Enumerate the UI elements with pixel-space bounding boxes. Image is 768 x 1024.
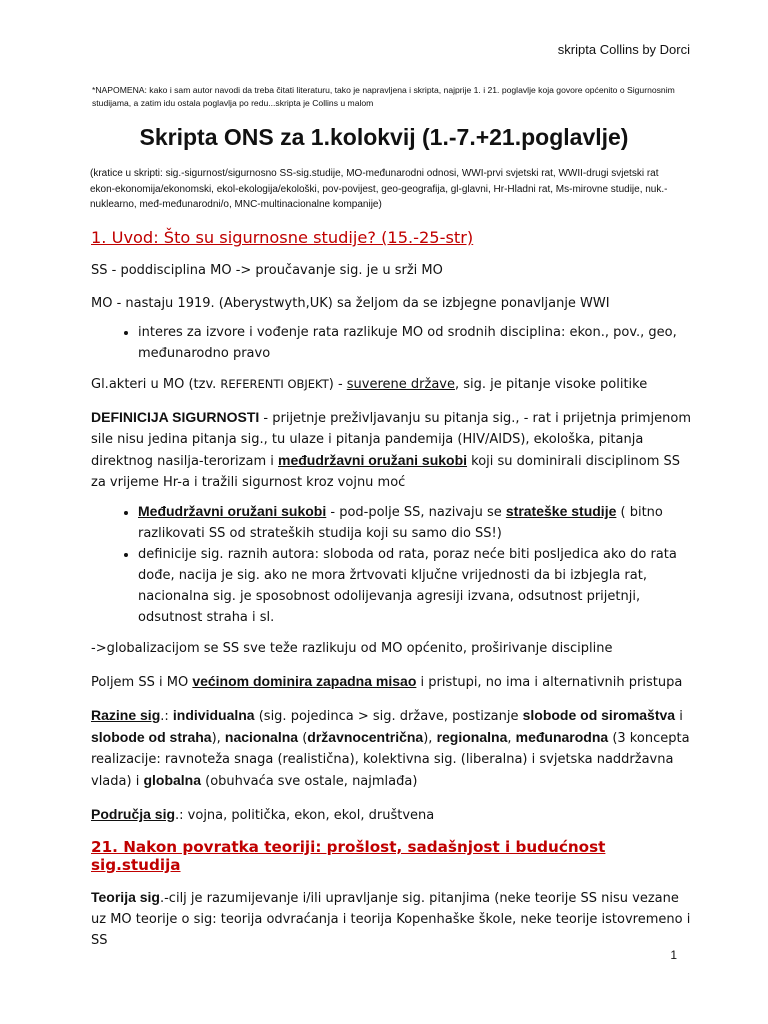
text-run: (obuhvaća sve ostale, najmlađa) [201, 774, 418, 789]
paragraph-security-areas [91, 804, 691, 826]
section-1-heading: 1. Uvod: Što su sigurnosne studije? (15.-25-str) [91, 228, 474, 247]
term-national: nacionalna [224, 729, 299, 745]
text-run: .-cilj je razumijevanje i/ili upravljanje sig. pitanjima (neke teorije SS nisu vezane uz MO teorije o sig: teorija odvraćanja i teorija Kopenhaške škole, neke teorije istovremeno i SS [91, 891, 691, 948]
term-freedom-from-poverty: slobode od siromaštva [522, 707, 676, 723]
term-security-definition: DEFINICIJA SIGURNOSTI [91, 409, 260, 425]
text-run: i pristupi, no ima i alternativnih pristupa [416, 675, 683, 690]
bullet-list-1 [91, 322, 691, 364]
bullet-mo-interest: • interes za izvore i vođenje rata razlikuje MO od srodnih disciplina: ekon., pov., geo, međunarodno pravo [138, 322, 691, 364]
bullet-author-definitions: • definicije sig. raznih autora: sloboda od rata, poraz neće biti posljedica ako do rata dođe, nacija je sig. ako ne mora žrtvovati ključne vrijednosti da bi izbjegla rat, nacionalna sig. je sposobnost odolijevanja agresiji izvana, odsutnost prijetnji, odsutnost straha i sl. [138, 544, 691, 628]
term-western-thought: većinom dominira zapadna misao [192, 673, 417, 689]
term-freedom-from-fear: slobode od straha [91, 729, 212, 745]
paragraph-western-thought [91, 671, 691, 693]
paragraph-security-levels [91, 705, 691, 792]
paragraph-main-actors [91, 374, 691, 395]
page-number: 1 [670, 948, 677, 962]
text-run: (sig. pojedinca > sig. države, postizanje [254, 709, 523, 724]
paragraph-ss-definition: SS - poddisciplina MO -> proučavanje sig. je u srži MO [91, 263, 443, 278]
text-run: - pod-polje SS, nazivaju se [326, 505, 506, 520]
paragraph-security-definition [91, 407, 691, 493]
paragraph-security-theory [91, 887, 691, 951]
term-security-theory: Teorija sig [91, 889, 160, 905]
text-run-referent: REFERENTI OBJEKT [220, 377, 329, 391]
paragraph-mo-origin: MO - nastaju 1919. (Aberystwyth,UK) sa željom da se izbjegne ponavljanje WWI [91, 296, 610, 311]
term-interstate-conflicts: međudržavni oružani sukobi [278, 452, 468, 468]
text-run: ( [298, 731, 308, 746]
text-run: ( bitno razlikovati SS od strateških studija koji su samo dio SS!) [138, 505, 663, 541]
text-run: ), [211, 731, 225, 746]
bullet-interstate-conflicts [138, 501, 691, 544]
term-interstate-conflicts: Međudržavni oružani sukobi [138, 503, 327, 519]
term-state-centric: državnocentrična [307, 729, 424, 745]
text-run: , [507, 731, 516, 746]
text-run: Poljem SS i MO [91, 675, 193, 690]
running-header: skripta Collins by Dorci [557, 42, 690, 57]
term-international: međunarodna [515, 729, 609, 745]
text-run: ), [423, 731, 437, 746]
text-run-sovereign-states: suverene države [346, 377, 455, 392]
text-run: .: [160, 709, 173, 724]
text-run: i [675, 709, 683, 724]
text-run: ) - [328, 377, 347, 392]
text-run: , sig. je pitanje visoke politike [454, 377, 648, 392]
term-security-areas: Područja sig [91, 806, 176, 822]
term-global: globalna [143, 772, 202, 788]
paragraph-globalization: ->globalizacijom se SS sve teže razlikuju od MO općenito, proširivanje discipline [91, 641, 613, 656]
section-21-heading: 21. Nakon povratka teoriji: prošlost, sadašnjost i budućnost sig.studija [91, 838, 606, 874]
main-content [91, 228, 691, 963]
term-individual: individualna [172, 707, 255, 723]
text-run: - prijetnje preživljavanju su pitanja sig., - rat i prijetnja primjenom sile nisu jedina pitanja sig., tu ulaze i pitanja pandemija (HIV/AIDS), ekološka, pitanja direktnog nasilja-terorizam i [91, 411, 692, 469]
text-run: .: vojna, politička, ekon, ekol, društvena [175, 808, 435, 823]
text-run: Gl.akteri u MO (tzv. [91, 377, 221, 392]
abbreviations-note: (kratice u skripti: sig.-sigurnost/sigurnosno SS-sig.studije, MO-međunarodni odnosi, WWI-prvi svjetski rat, WWII-drugi svjetski rat ekon-ekonomija/ekonomski, ekol-ekologija/ekološki, pov-povijest, geo-geografija, gl-glavni, Hr-Hladni rat, Ms-mirovne studije, nuk.-nuklearno, međ-međunarodni/o, MNC-multinacionalne kompanije) [90, 168, 668, 210]
author-note: *NAPOMENA: kako i sam autor navodi da treba čitati literaturu, tako je napravljena i skripta, najprije 1. i 21. poglavlje koja govore općenito o Sigurnosnim studijama, a zatim idu ostala poglavlja po redu...skripta je Collins u malom [92, 85, 675, 108]
document-title: Skripta ONS za 1.kolokvij (1.-7.+21.poglavlje) [139, 124, 629, 150]
text-run: (3 koncepta realizacije: ravnoteža snaga (realistična), kolektivna sig. (liberalna) i svjetska naddržavna vlada) i [91, 731, 690, 789]
term-strategic-studies: strateške studije [505, 503, 617, 519]
bullet-list-2 [91, 501, 691, 628]
term-security-levels: Razine sig [91, 707, 161, 723]
text-run: koji su dominirali disciplinom SS za vrijeme Hr-a i tražili sigurnost kroz vojnu moć [91, 454, 681, 490]
term-regional: regionalna [436, 729, 508, 745]
